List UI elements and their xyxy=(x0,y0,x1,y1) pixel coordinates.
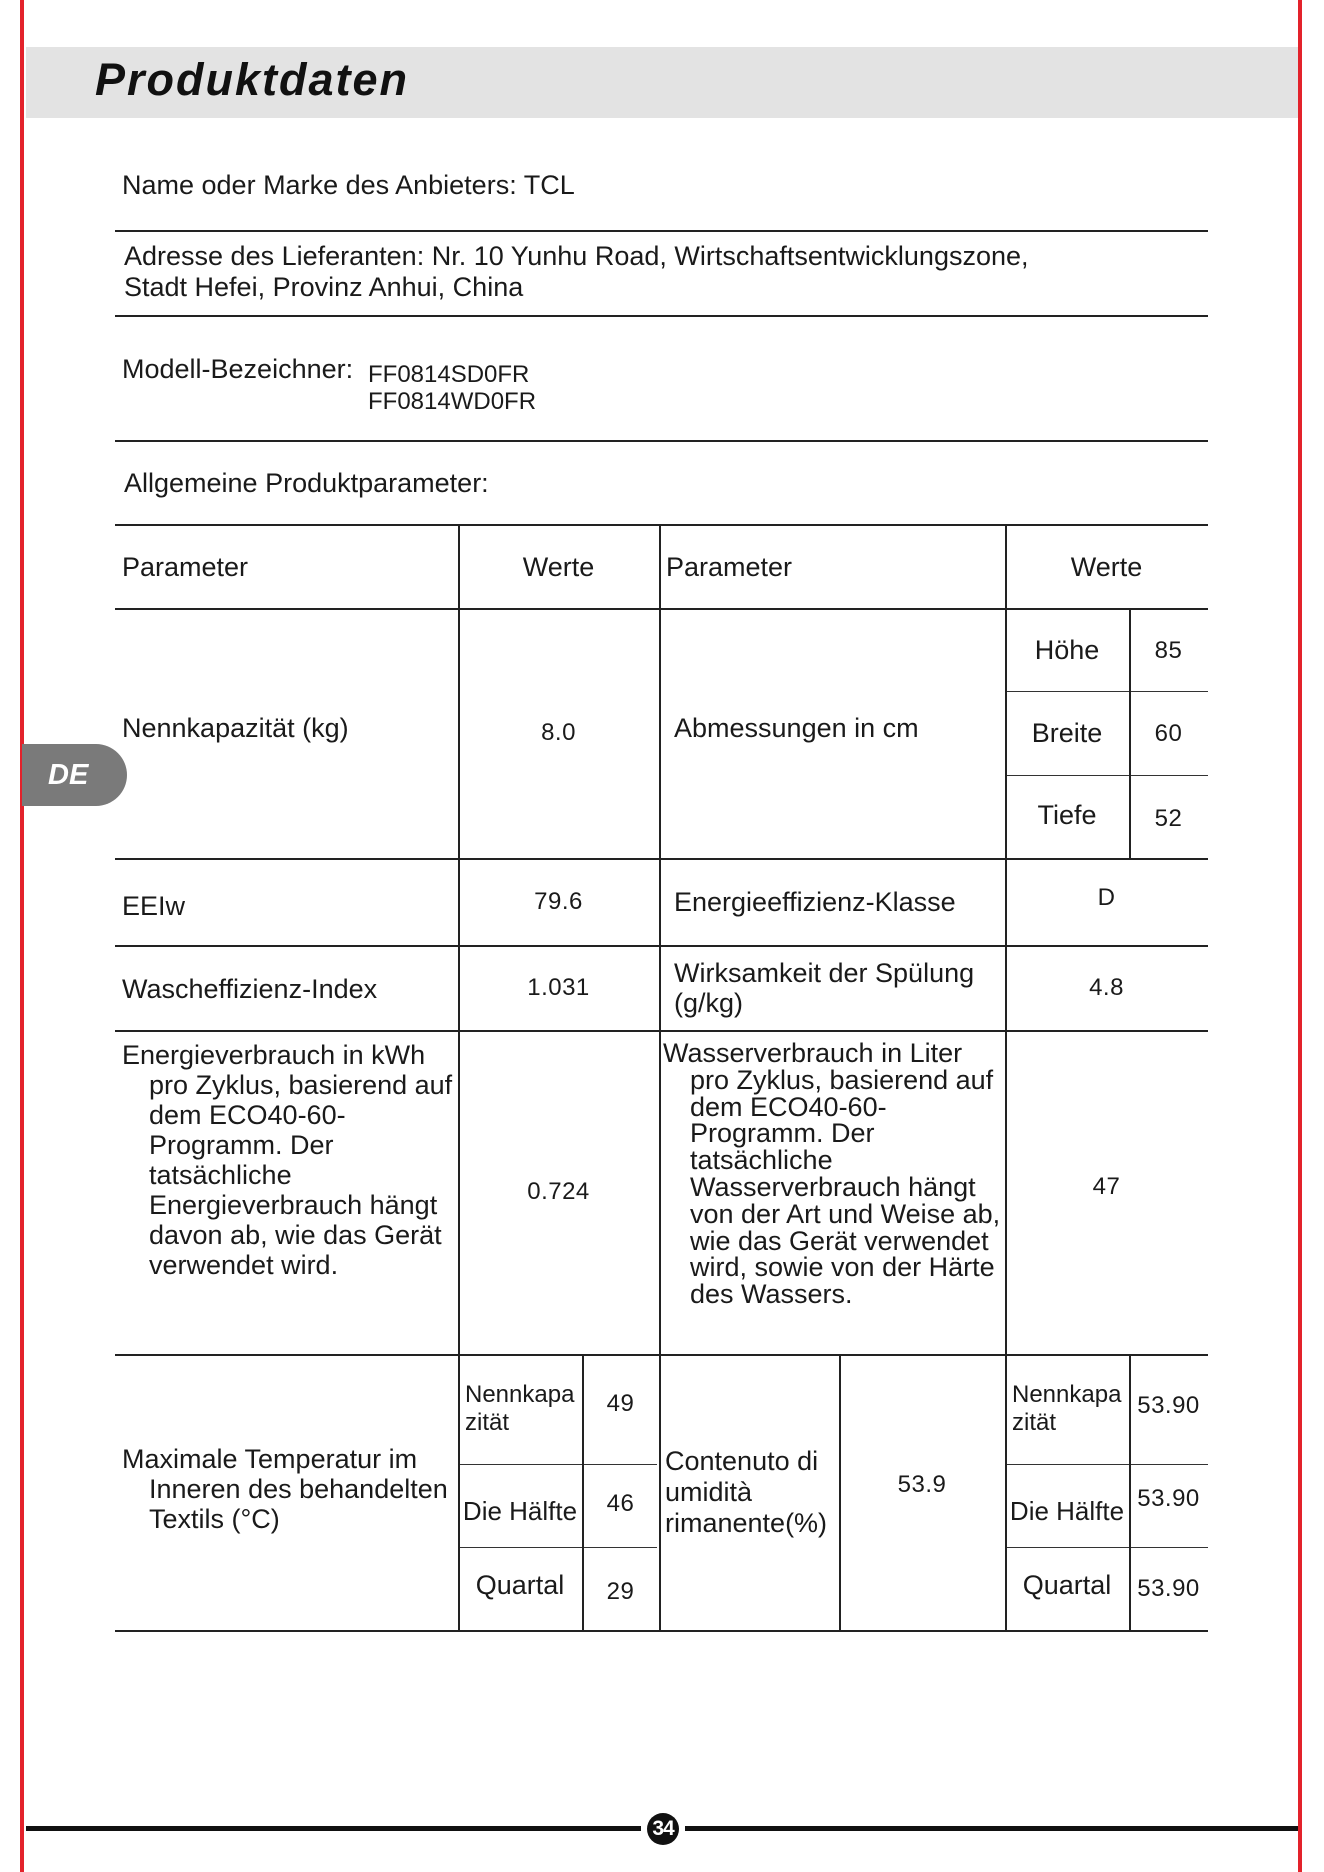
temp-row-name: Quartal xyxy=(475,1569,565,1600)
table-line xyxy=(115,1630,1208,1632)
temp-row-value: 46 xyxy=(606,1490,635,1517)
energy-consumption-label xyxy=(115,1040,458,1280)
rinse-label-line: Wirksamkeit der Spülung xyxy=(674,957,975,988)
page-number: 34 xyxy=(647,1813,679,1845)
max-temp-text: Maximale Temperatur im Inneren des behandelten Textils (°C) xyxy=(122,1444,448,1534)
dimensions-label: Abmessungen in cm xyxy=(674,713,919,743)
divider xyxy=(115,230,1208,232)
eeiw-value: 79.6 xyxy=(534,887,583,915)
water-consumption-value: 47 xyxy=(1092,1173,1121,1200)
temp-row-name: Die Hälfte xyxy=(462,1495,578,1526)
capacity-label: Nennkapazität (kg) xyxy=(122,713,349,743)
model-label: Modell-Bezeichner: xyxy=(122,354,354,384)
footer-line xyxy=(685,1826,1298,1831)
temp-row-name: Nennkapa zität xyxy=(465,1381,575,1436)
energy-consumption-text: Energieverbrauch in kWh pro Zyklus, basierend auf dem ECO40-60-Programm. Der tatsächliche Energieverbrauch hängt davon ab, wie das Gerät verwendet wird. xyxy=(122,1040,453,1280)
capacity-value: 8.0 xyxy=(541,719,576,746)
divider xyxy=(115,315,1208,317)
table-line xyxy=(659,524,661,1631)
wash-index-value: 1.031 xyxy=(527,973,590,1001)
eeiw-label: EEIw xyxy=(122,890,186,921)
dimension-name: Breite xyxy=(1031,718,1103,748)
moisture-row-value: 53.90 xyxy=(1137,1392,1200,1419)
model-id: FF0814SD0FR xyxy=(368,361,530,388)
temp-row-value: 49 xyxy=(606,1390,635,1417)
moisture-row-name: Die Hälfte xyxy=(1009,1495,1125,1526)
right-border-line xyxy=(1298,0,1302,1872)
temp-row-value: 29 xyxy=(606,1578,635,1605)
left-border-line xyxy=(20,0,24,1872)
moisture-row-value: 53.90 xyxy=(1137,1485,1200,1512)
header-values: Werte xyxy=(1070,552,1143,582)
max-temp-label xyxy=(115,1354,458,1624)
wash-index-label: Wascheffizienz-Index xyxy=(122,974,378,1004)
language-tab: DE xyxy=(22,744,127,806)
dimension-name: Höhe xyxy=(1034,634,1100,665)
water-consumption-text: Wasserverbrauch in Liter pro Zyklus, basierend auf dem ECO40-60-Programm. Der tatsächliche Wasserverbrauch hängt von der Art und Weise ab, wie das Gerät verwendet wird, sowie von der Härte des Wassers. xyxy=(663,1038,1001,1310)
divider xyxy=(115,440,1208,442)
dimension-value: 60 xyxy=(1154,720,1183,747)
rinse-label xyxy=(667,945,1005,1030)
supplier-name: Name oder Marke des Anbieters: TCL xyxy=(122,170,575,200)
rinse-value: 4.8 xyxy=(1089,973,1124,1001)
model-id: FF0814WD0FR xyxy=(368,388,537,415)
general-params-label: Allgemeine Produktparameter: xyxy=(124,468,489,498)
rinse-label-line: (g/kg) xyxy=(674,987,744,1018)
dimension-value: 52 xyxy=(1154,805,1183,832)
energy-class-label: Energieeffizienz-Klasse xyxy=(674,886,956,917)
moisture-label xyxy=(665,1354,839,1631)
moisture-value: 53.9 xyxy=(897,1471,947,1498)
water-consumption-label xyxy=(663,1040,1005,1340)
address-line-2: Stadt Hefei, Provinz Anhui, China xyxy=(124,272,524,302)
moisture-row-name: Quartal xyxy=(1022,1569,1112,1600)
moisture-row-value: 53.90 xyxy=(1137,1575,1200,1602)
product-parameters-table xyxy=(115,524,1208,1631)
footer-line xyxy=(26,1826,641,1831)
header-parameter: Parameter xyxy=(122,552,249,582)
dimension-value: 85 xyxy=(1154,637,1183,664)
moisture-row-name: Nennkapa zität xyxy=(1012,1381,1122,1436)
page-title: Produktdaten xyxy=(95,54,410,105)
energy-class-value: D xyxy=(1097,884,1116,911)
dimension-name: Tiefe xyxy=(1037,800,1097,830)
header-parameter: Parameter xyxy=(666,552,793,582)
header-values: Werte xyxy=(522,552,595,582)
moisture-text: Contenuto di umidità rimanente(%) xyxy=(665,1446,828,1538)
energy-consumption-value: 0.724 xyxy=(527,1178,590,1205)
address-line-1: Adresse des Lieferanten: Nr. 10 Yunhu Road, Wirtschaftsentwicklungszone, xyxy=(124,241,1029,271)
